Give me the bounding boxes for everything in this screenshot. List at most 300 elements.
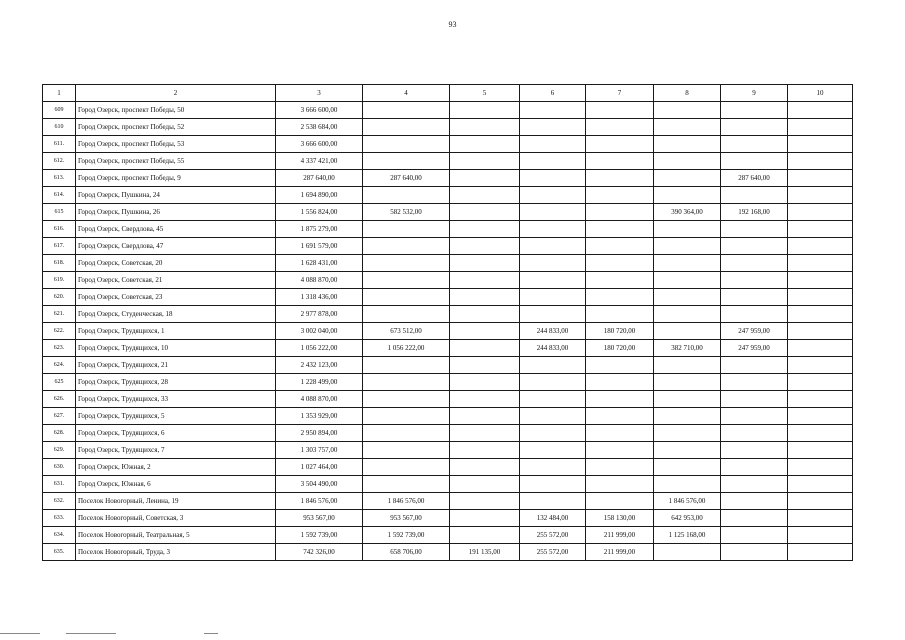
- value-cell: [363, 238, 450, 255]
- value-cell: 180 720,00: [586, 340, 654, 357]
- column-header-8: 8: [654, 85, 721, 102]
- table-row: [43, 442, 853, 459]
- value-cell: 158 130,00: [586, 510, 654, 527]
- value-cell: 673 512,00: [363, 323, 450, 340]
- value-cell: [363, 272, 450, 289]
- value-cell: [788, 374, 853, 391]
- value-cell: [788, 476, 853, 493]
- value-cell: 1 846 576,00: [654, 493, 721, 510]
- value-cell: [721, 306, 788, 323]
- value-cell: 1 228 499,00: [276, 374, 363, 391]
- row-number-cell: 611.: [43, 136, 76, 153]
- row-number-cell: 633.: [43, 510, 76, 527]
- value-cell: [520, 493, 586, 510]
- value-cell: [788, 136, 853, 153]
- table-row: [43, 544, 853, 561]
- table-row: [43, 391, 853, 408]
- value-cell: 191 135,00: [450, 544, 520, 561]
- value-cell: [654, 323, 721, 340]
- address-cell: Город Озерск, Трудящихся, 28: [76, 374, 276, 391]
- row-number-cell: 625: [43, 374, 76, 391]
- table-row: [43, 408, 853, 425]
- value-cell: [586, 374, 654, 391]
- value-cell: [363, 306, 450, 323]
- value-cell: [450, 374, 520, 391]
- value-cell: [654, 102, 721, 119]
- value-cell: 1 691 579,00: [276, 238, 363, 255]
- address-cell: Город Озерск, проспект Победы, 9: [76, 170, 276, 187]
- value-cell: [721, 476, 788, 493]
- table-row: [43, 425, 853, 442]
- address-cell: Город Озерск, Свердлова, 45: [76, 221, 276, 238]
- value-cell: [654, 289, 721, 306]
- value-cell: 3 666 600,00: [276, 102, 363, 119]
- value-cell: 4 088 870,00: [276, 391, 363, 408]
- value-cell: [586, 493, 654, 510]
- value-cell: [654, 221, 721, 238]
- value-cell: 953 567,00: [276, 510, 363, 527]
- address-cell: Город Озерск, Трудящихся, 1: [76, 323, 276, 340]
- value-cell: [520, 425, 586, 442]
- value-cell: [450, 493, 520, 510]
- value-cell: [450, 272, 520, 289]
- table-row: [43, 323, 853, 340]
- value-cell: [788, 187, 853, 204]
- value-cell: [788, 221, 853, 238]
- value-cell: [654, 170, 721, 187]
- value-cell: [788, 170, 853, 187]
- value-cell: 287 640,00: [276, 170, 363, 187]
- value-cell: [586, 136, 654, 153]
- value-cell: [363, 153, 450, 170]
- row-number-cell: 614.: [43, 187, 76, 204]
- address-cell: Город Озерск, Пушкина, 26: [76, 204, 276, 221]
- column-header-10: 10: [788, 85, 853, 102]
- header-row: [43, 85, 853, 102]
- address-cell: Город Озерск, Южная, 2: [76, 459, 276, 476]
- address-cell: Город Озерск, Пушкина, 24: [76, 187, 276, 204]
- value-cell: 742 326,00: [276, 544, 363, 561]
- value-cell: [721, 527, 788, 544]
- value-cell: 1 125 168,00: [654, 527, 721, 544]
- value-cell: [721, 391, 788, 408]
- value-cell: [450, 187, 520, 204]
- value-cell: [788, 119, 853, 136]
- address-cell: Город Озерск, Студенческая, 18: [76, 306, 276, 323]
- row-number-cell: 617.: [43, 238, 76, 255]
- value-cell: [788, 442, 853, 459]
- value-cell: 3 002 040,00: [276, 323, 363, 340]
- value-cell: [363, 102, 450, 119]
- value-cell: [654, 391, 721, 408]
- address-cell: Город Озерск, Трудящихся, 6: [76, 425, 276, 442]
- value-cell: [586, 425, 654, 442]
- value-cell: [520, 153, 586, 170]
- value-cell: [788, 357, 853, 374]
- address-cell: Город Озерск, Советская, 20: [76, 255, 276, 272]
- table-row: [43, 493, 853, 510]
- value-cell: [654, 136, 721, 153]
- value-cell: 244 833,00: [520, 340, 586, 357]
- value-cell: 255 572,00: [520, 544, 586, 561]
- value-cell: [721, 510, 788, 527]
- table-row: [43, 340, 853, 357]
- value-cell: [520, 187, 586, 204]
- value-cell: [450, 102, 520, 119]
- value-cell: [788, 544, 853, 561]
- value-cell: [788, 306, 853, 323]
- value-cell: [363, 408, 450, 425]
- value-cell: [586, 391, 654, 408]
- value-cell: 287 640,00: [363, 170, 450, 187]
- value-cell: [788, 425, 853, 442]
- value-cell: 1 318 436,00: [276, 289, 363, 306]
- value-cell: [450, 408, 520, 425]
- value-cell: [586, 272, 654, 289]
- column-header-4: 4: [363, 85, 450, 102]
- row-number-cell: 626.: [43, 391, 76, 408]
- value-cell: [654, 476, 721, 493]
- value-cell: [788, 153, 853, 170]
- address-cell: Поселок Новогорный, Ленина, 19: [76, 493, 276, 510]
- row-number-cell: 635.: [43, 544, 76, 561]
- value-cell: 211 999,00: [586, 527, 654, 544]
- value-cell: [788, 238, 853, 255]
- value-cell: [586, 408, 654, 425]
- value-cell: [586, 459, 654, 476]
- row-number-cell: 629.: [43, 442, 76, 459]
- value-cell: [450, 340, 520, 357]
- table-row: [43, 476, 853, 493]
- value-cell: 1 694 890,00: [276, 187, 363, 204]
- address-cell: Поселок Новогорный, Советская, 3: [76, 510, 276, 527]
- address-cell: Поселок Новогорный, Труда, 3: [76, 544, 276, 561]
- value-cell: [520, 238, 586, 255]
- row-number-cell: 612.: [43, 153, 76, 170]
- value-cell: [788, 408, 853, 425]
- row-number-cell: 615: [43, 204, 76, 221]
- column-header-9: 9: [721, 85, 788, 102]
- column-header-5: 5: [450, 85, 520, 102]
- column-header-3: 3: [276, 85, 363, 102]
- value-cell: 255 572,00: [520, 527, 586, 544]
- value-cell: [586, 306, 654, 323]
- address-cell: Город Озерск, Трудящихся, 5: [76, 408, 276, 425]
- value-cell: [788, 289, 853, 306]
- value-cell: [721, 408, 788, 425]
- value-cell: [721, 119, 788, 136]
- value-cell: [363, 289, 450, 306]
- table-row: [43, 204, 853, 221]
- value-cell: [520, 272, 586, 289]
- value-cell: [586, 221, 654, 238]
- value-cell: [363, 476, 450, 493]
- value-cell: [450, 153, 520, 170]
- value-cell: [363, 374, 450, 391]
- value-cell: [450, 391, 520, 408]
- value-cell: [450, 323, 520, 340]
- value-cell: [450, 442, 520, 459]
- value-cell: [363, 425, 450, 442]
- value-cell: [450, 289, 520, 306]
- table-row: [43, 527, 853, 544]
- scan-artifacts: [0, 633, 905, 637]
- value-cell: [586, 442, 654, 459]
- value-cell: [654, 272, 721, 289]
- row-number-cell: 634.: [43, 527, 76, 544]
- table-row: [43, 119, 853, 136]
- value-cell: [450, 136, 520, 153]
- address-cell: Город Озерск, Трудящихся, 7: [76, 442, 276, 459]
- row-number-cell: 613.: [43, 170, 76, 187]
- value-cell: 1 592 739,00: [276, 527, 363, 544]
- value-cell: [520, 306, 586, 323]
- value-cell: 244 833,00: [520, 323, 586, 340]
- value-cell: 390 364,00: [654, 204, 721, 221]
- value-cell: [450, 119, 520, 136]
- value-cell: [788, 204, 853, 221]
- address-cell: Город Озерск, проспект Победы, 50: [76, 102, 276, 119]
- value-cell: 1 027 464,00: [276, 459, 363, 476]
- value-cell: [450, 425, 520, 442]
- value-cell: [654, 119, 721, 136]
- value-cell: 1 592 739,00: [363, 527, 450, 544]
- value-cell: 1 846 576,00: [276, 493, 363, 510]
- value-cell: 2 977 878,00: [276, 306, 363, 323]
- value-cell: [721, 136, 788, 153]
- value-cell: [788, 340, 853, 357]
- value-cell: [721, 459, 788, 476]
- value-cell: [586, 238, 654, 255]
- value-cell: [654, 255, 721, 272]
- value-cell: [450, 527, 520, 544]
- value-cell: [520, 442, 586, 459]
- value-cell: 2 950 894,00: [276, 425, 363, 442]
- value-cell: [520, 408, 586, 425]
- table-row: [43, 221, 853, 238]
- value-cell: [520, 136, 586, 153]
- value-cell: [721, 544, 788, 561]
- column-header-7: 7: [586, 85, 654, 102]
- value-cell: [654, 187, 721, 204]
- value-cell: [450, 510, 520, 527]
- address-cell: Город Озерск, Южная, 6: [76, 476, 276, 493]
- value-cell: [520, 221, 586, 238]
- address-cell: Город Озерск, Советская, 23: [76, 289, 276, 306]
- value-cell: [450, 238, 520, 255]
- value-cell: 582 532,00: [363, 204, 450, 221]
- value-cell: 2 538 684,00: [276, 119, 363, 136]
- value-cell: [654, 425, 721, 442]
- value-cell: [586, 476, 654, 493]
- table-row: [43, 255, 853, 272]
- value-cell: [450, 221, 520, 238]
- value-cell: [520, 119, 586, 136]
- value-cell: 1 056 222,00: [363, 340, 450, 357]
- value-cell: 382 710,00: [654, 340, 721, 357]
- row-number-cell: 632.: [43, 493, 76, 510]
- table-row: [43, 238, 853, 255]
- column-header-1: 1: [43, 85, 76, 102]
- value-cell: 247 959,00: [721, 323, 788, 340]
- value-cell: 247 959,00: [721, 340, 788, 357]
- value-cell: [721, 221, 788, 238]
- value-cell: [788, 323, 853, 340]
- value-cell: [788, 493, 853, 510]
- value-cell: [721, 187, 788, 204]
- value-cell: [586, 102, 654, 119]
- table-row: [43, 136, 853, 153]
- value-cell: [721, 493, 788, 510]
- value-cell: [654, 306, 721, 323]
- value-cell: [788, 102, 853, 119]
- value-cell: [654, 374, 721, 391]
- row-number-cell: 630.: [43, 459, 76, 476]
- value-cell: [363, 221, 450, 238]
- value-cell: [654, 459, 721, 476]
- value-cell: [586, 289, 654, 306]
- row-number-cell: 618.: [43, 255, 76, 272]
- value-cell: [586, 357, 654, 374]
- value-cell: [520, 289, 586, 306]
- table-row: [43, 102, 853, 119]
- value-cell: [450, 459, 520, 476]
- row-number-cell: 610: [43, 119, 76, 136]
- value-cell: [363, 255, 450, 272]
- address-cell: Город Озерск, Трудящихся, 21: [76, 357, 276, 374]
- row-number-cell: 616.: [43, 221, 76, 238]
- table-row: [43, 459, 853, 476]
- value-cell: [520, 204, 586, 221]
- value-cell: [363, 442, 450, 459]
- table-row: [43, 510, 853, 527]
- value-cell: 642 953,00: [654, 510, 721, 527]
- value-cell: [520, 391, 586, 408]
- table-row: [43, 357, 853, 374]
- value-cell: [520, 374, 586, 391]
- address-cell: Поселок Новогорный, Театральная, 5: [76, 527, 276, 544]
- value-cell: 1 353 929,00: [276, 408, 363, 425]
- value-cell: [363, 136, 450, 153]
- value-cell: [450, 357, 520, 374]
- table-row: [43, 289, 853, 306]
- value-cell: [721, 442, 788, 459]
- value-cell: [654, 442, 721, 459]
- page-number: 93: [448, 20, 457, 29]
- column-header-2: 2: [76, 85, 276, 102]
- value-cell: [788, 391, 853, 408]
- value-cell: [721, 272, 788, 289]
- table-row: [43, 187, 853, 204]
- value-cell: 211 999,00: [586, 544, 654, 561]
- value-cell: [363, 357, 450, 374]
- value-cell: 3 666 600,00: [276, 136, 363, 153]
- value-cell: [450, 204, 520, 221]
- value-cell: [721, 238, 788, 255]
- value-cell: 180 720,00: [586, 323, 654, 340]
- value-cell: [363, 459, 450, 476]
- row-number-cell: 619.: [43, 272, 76, 289]
- table-row: [43, 374, 853, 391]
- row-number-cell: 621.: [43, 306, 76, 323]
- value-cell: [721, 289, 788, 306]
- value-cell: [363, 119, 450, 136]
- row-number-cell: 624.: [43, 357, 76, 374]
- value-cell: [654, 153, 721, 170]
- value-cell: [586, 170, 654, 187]
- value-cell: [520, 255, 586, 272]
- value-cell: [654, 408, 721, 425]
- value-cell: 1 303 757,00: [276, 442, 363, 459]
- address-cell: Город Озерск, Свердлова, 47: [76, 238, 276, 255]
- value-cell: 1 056 222,00: [276, 340, 363, 357]
- column-header-6: 6: [520, 85, 586, 102]
- row-number-cell: 627.: [43, 408, 76, 425]
- value-cell: 658 706,00: [363, 544, 450, 561]
- value-cell: [788, 510, 853, 527]
- value-cell: 1 846 576,00: [363, 493, 450, 510]
- value-cell: 4 088 870,00: [276, 272, 363, 289]
- value-cell: [450, 255, 520, 272]
- value-cell: [654, 544, 721, 561]
- value-cell: [363, 391, 450, 408]
- table-row: [43, 170, 853, 187]
- address-cell: Город Озерск, проспект Победы, 55: [76, 153, 276, 170]
- address-cell: Город Озерск, Советская, 21: [76, 272, 276, 289]
- value-cell: [450, 306, 520, 323]
- value-cell: [721, 255, 788, 272]
- row-number-cell: 623.: [43, 340, 76, 357]
- value-cell: [450, 170, 520, 187]
- address-cell: Город Озерск, Трудящихся, 33: [76, 391, 276, 408]
- value-cell: 3 504 490,00: [276, 476, 363, 493]
- value-cell: [788, 459, 853, 476]
- value-cell: [586, 119, 654, 136]
- address-cell: Город Озерск, Трудящихся, 10: [76, 340, 276, 357]
- value-cell: [586, 204, 654, 221]
- value-cell: [363, 187, 450, 204]
- table-row: [43, 306, 853, 323]
- value-cell: [721, 357, 788, 374]
- value-cell: [520, 476, 586, 493]
- value-cell: [520, 102, 586, 119]
- value-cell: [721, 425, 788, 442]
- data-table: [42, 84, 853, 561]
- row-number-cell: 622.: [43, 323, 76, 340]
- table-body: [43, 102, 853, 561]
- value-cell: 953 567,00: [363, 510, 450, 527]
- row-number-cell: 620.: [43, 289, 76, 306]
- value-cell: [721, 102, 788, 119]
- value-cell: [654, 238, 721, 255]
- table-row: [43, 272, 853, 289]
- value-cell: 1 875 279,00: [276, 221, 363, 238]
- value-cell: 132 484,00: [520, 510, 586, 527]
- value-cell: [586, 187, 654, 204]
- value-cell: [788, 272, 853, 289]
- row-number-cell: 609: [43, 102, 76, 119]
- value-cell: 2 432 123,00: [276, 357, 363, 374]
- row-number-cell: 631.: [43, 476, 76, 493]
- value-cell: [788, 527, 853, 544]
- value-cell: [721, 153, 788, 170]
- row-number-cell: 628.: [43, 425, 76, 442]
- value-cell: 287 640,00: [721, 170, 788, 187]
- value-cell: 4 337 421,00: [276, 153, 363, 170]
- value-cell: [520, 170, 586, 187]
- value-cell: [788, 255, 853, 272]
- address-cell: Город Озерск, проспект Победы, 53: [76, 136, 276, 153]
